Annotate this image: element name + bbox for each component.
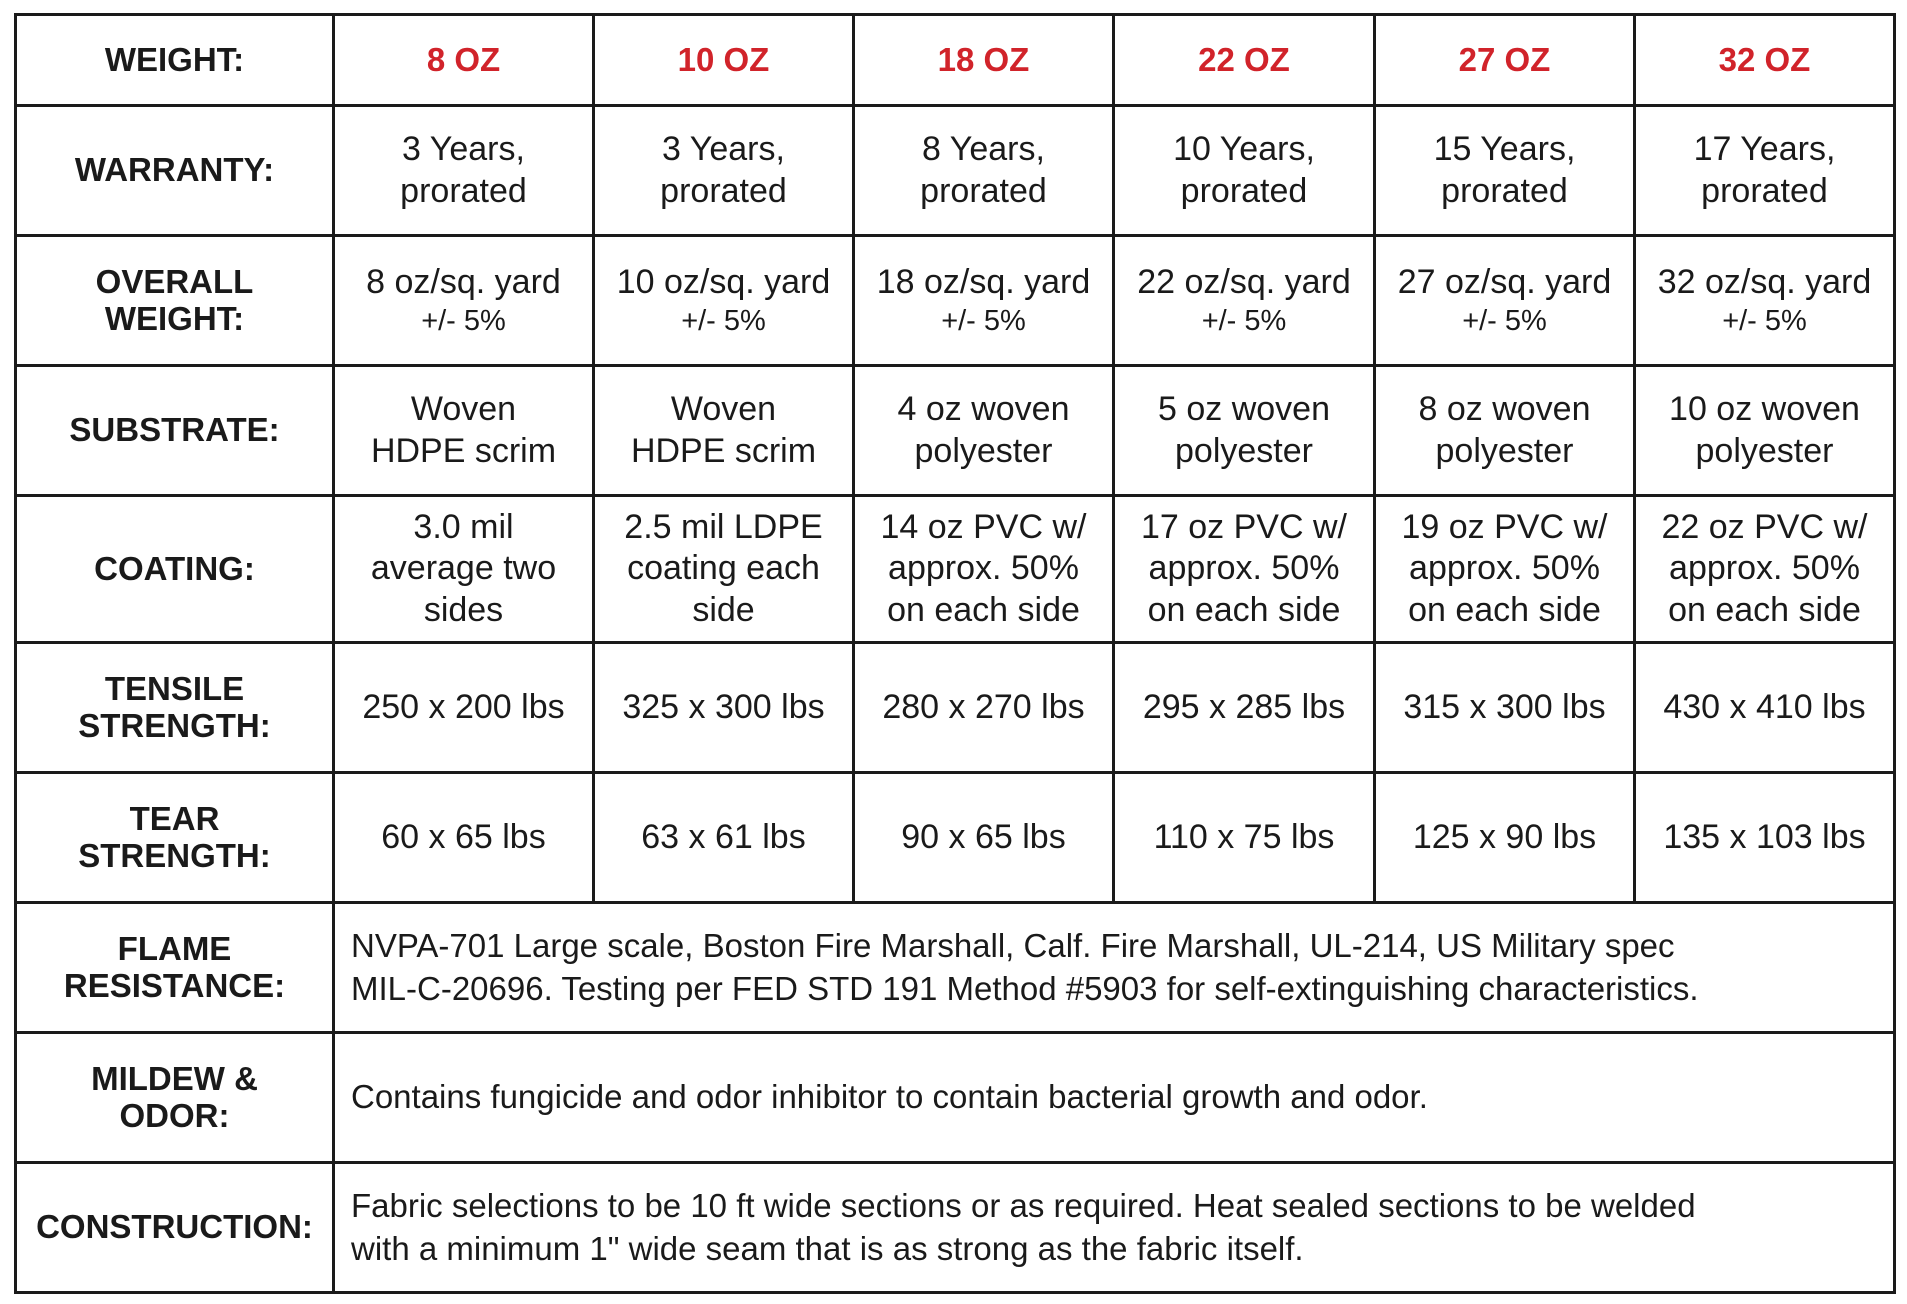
row-label bbox=[16, 496, 334, 643]
row-label-line: ODOR: bbox=[119, 1096, 230, 1134]
cell-line: 22 oz PVC w/ bbox=[1661, 507, 1868, 546]
tear-strength-row bbox=[16, 773, 1895, 903]
cell-line: 22 oz/sq. yard bbox=[1137, 262, 1351, 301]
table-cell bbox=[1375, 366, 1635, 496]
table-cell bbox=[1375, 106, 1635, 236]
cell-line: 4 oz woven bbox=[897, 390, 1070, 429]
table-cell: 295 x 285 lbs bbox=[1114, 643, 1375, 773]
row-label bbox=[16, 106, 334, 236]
cell-line: polyester bbox=[1435, 431, 1574, 470]
column-header-32oz: 32 OZ bbox=[1635, 15, 1895, 106]
table-cell bbox=[594, 366, 854, 496]
text-line: MIL-C-20696. Testing per FED STD 191 Method #5903 for self-extinguishing characteristics. bbox=[351, 969, 1699, 1007]
table-cell bbox=[1635, 366, 1895, 496]
coating-row bbox=[16, 496, 1895, 643]
table-cell: 135 x 103 lbs bbox=[1635, 773, 1895, 903]
row-label-line: CONSTRUCTION: bbox=[36, 1208, 313, 1246]
row-label-line: FLAME bbox=[117, 929, 232, 967]
table-cell bbox=[334, 496, 594, 643]
cell-line: approx. 50% bbox=[1148, 549, 1340, 588]
text-line: with a minimum 1" wide seam that is as strong as the fabric itself. bbox=[351, 1229, 1304, 1267]
table-cell bbox=[1375, 236, 1635, 366]
row-label bbox=[16, 366, 334, 496]
row-label-line: TEAR bbox=[129, 799, 220, 837]
table-cell: 280 x 270 lbs bbox=[854, 643, 1114, 773]
table-cell bbox=[334, 366, 594, 496]
row-label-line: STRENGTH: bbox=[78, 706, 271, 744]
cell-line: polyester bbox=[1175, 431, 1313, 470]
table-cell: 250 x 200 lbs bbox=[334, 643, 594, 773]
table-cell bbox=[594, 236, 854, 366]
column-header-18oz: 18 OZ bbox=[854, 15, 1114, 106]
cell-line: 8 Years, bbox=[922, 130, 1045, 169]
flame-resistance-text bbox=[334, 903, 1895, 1033]
header-row bbox=[16, 15, 1895, 106]
table-cell bbox=[1114, 366, 1375, 496]
cell-line: prorated bbox=[400, 171, 527, 210]
row-label bbox=[16, 643, 334, 773]
table-cell bbox=[594, 496, 854, 643]
cell-line: 14 oz PVC w/ bbox=[880, 507, 1087, 546]
cell-line: 10 oz woven bbox=[1669, 390, 1860, 429]
text-line: NVPA-701 Large scale, Boston Fire Marshall, Calf. Fire Marshall, UL-214, US Military spec bbox=[351, 927, 1675, 965]
table-cell bbox=[1114, 496, 1375, 643]
cell-line: 17 oz PVC w/ bbox=[1141, 507, 1347, 546]
column-header-8oz: 8 OZ bbox=[334, 15, 594, 106]
cell-line: prorated bbox=[660, 171, 787, 210]
cell-line: sides bbox=[423, 590, 504, 629]
table-cell: 63 x 61 lbs bbox=[594, 773, 854, 903]
cell-line: 8 oz/sq. yard bbox=[366, 262, 561, 301]
column-header-27oz: 27 OZ bbox=[1375, 15, 1635, 106]
cell-line: 2.5 mil LDPE bbox=[624, 507, 823, 546]
cell-line: 32 oz/sq. yard bbox=[1657, 262, 1872, 301]
cell-tolerance: +/- 5% bbox=[1201, 305, 1287, 338]
cell-line: prorated bbox=[920, 171, 1047, 210]
substrate-row bbox=[16, 366, 1895, 496]
row-label bbox=[16, 1033, 334, 1163]
cell-line: on each side bbox=[1668, 590, 1861, 629]
construction-row bbox=[16, 1163, 1895, 1293]
table-cell bbox=[1114, 106, 1375, 236]
row-label bbox=[16, 773, 334, 903]
cell-line: 15 Years, bbox=[1433, 130, 1576, 169]
row-label-line: WEIGHT: bbox=[104, 299, 245, 337]
text-line: Contains fungicide and odor inhibitor to contain bacterial growth and odor. bbox=[351, 1078, 1428, 1116]
cell-tolerance: +/- 5% bbox=[1722, 305, 1807, 338]
cell-line: Woven bbox=[670, 390, 777, 429]
table-cell: 110 x 75 lbs bbox=[1114, 773, 1375, 903]
cell-line: HDPE scrim bbox=[370, 431, 557, 470]
cell-line: 8 oz woven bbox=[1418, 390, 1591, 429]
row-label bbox=[16, 1163, 334, 1293]
table-cell bbox=[1114, 236, 1375, 366]
table-cell bbox=[854, 366, 1114, 496]
cell-line: 10 Years, bbox=[1173, 130, 1315, 169]
cell-line: 10 oz/sq. yard bbox=[616, 262, 831, 301]
cell-line: polyester bbox=[914, 431, 1053, 470]
table-cell: 315 x 300 lbs bbox=[1375, 643, 1635, 773]
column-header-22oz: 22 OZ bbox=[1114, 15, 1375, 106]
cell-line: on each side bbox=[1408, 590, 1601, 629]
table-cell: 90 x 65 lbs bbox=[854, 773, 1114, 903]
spec-table-container bbox=[14, 13, 1893, 1291]
row-label-line: RESISTANCE: bbox=[63, 966, 286, 1004]
cell-line: prorated bbox=[1180, 171, 1308, 210]
cell-line: coating each bbox=[627, 549, 820, 588]
table-cell bbox=[1635, 236, 1895, 366]
table-cell: 60 x 65 lbs bbox=[334, 773, 594, 903]
cell-line: 18 oz/sq. yard bbox=[876, 262, 1091, 301]
cell-tolerance: +/- 5% bbox=[941, 305, 1026, 338]
table-cell bbox=[854, 496, 1114, 643]
table-cell: 325 x 300 lbs bbox=[594, 643, 854, 773]
cell-line: approx. 50% bbox=[1669, 549, 1860, 588]
row-label bbox=[16, 236, 334, 366]
row-label-line: STRENGTH: bbox=[78, 836, 271, 874]
row-label-line: OVERALL bbox=[95, 262, 254, 300]
cell-line: polyester bbox=[1695, 431, 1834, 470]
cell-line: 3 Years, bbox=[402, 130, 525, 169]
table-cell bbox=[854, 106, 1114, 236]
cell-line: approx. 50% bbox=[1409, 549, 1600, 588]
table-cell bbox=[594, 106, 854, 236]
text-line: Fabric selections to be 10 ft wide sections or as required. Heat sealed sections to be welded bbox=[351, 1187, 1696, 1225]
cell-line: approx. 50% bbox=[888, 549, 1079, 588]
table-cell bbox=[334, 106, 594, 236]
cell-line: on each side bbox=[887, 590, 1080, 629]
cell-line: 3.0 mil bbox=[413, 507, 514, 546]
row-label-line: COATING: bbox=[94, 549, 255, 587]
cell-line: average two bbox=[370, 549, 557, 588]
cell-line: Woven bbox=[410, 390, 517, 429]
cell-line: 17 Years, bbox=[1693, 130, 1836, 169]
row-label-line: WARRANTY: bbox=[74, 151, 275, 189]
overall-weight-row bbox=[16, 236, 1895, 366]
table-cell: 430 x 410 lbs bbox=[1635, 643, 1895, 773]
table-cell bbox=[334, 236, 594, 366]
table-cell: 125 x 90 lbs bbox=[1375, 773, 1635, 903]
table-cell bbox=[1635, 496, 1895, 643]
row-label-line: MILDEW & bbox=[91, 1059, 258, 1097]
cell-line: HDPE scrim bbox=[630, 431, 817, 470]
table-cell bbox=[1375, 496, 1635, 643]
cell-tolerance: +/- 5% bbox=[421, 305, 506, 338]
warranty-row bbox=[16, 106, 1895, 236]
cell-line: 5 oz woven bbox=[1158, 390, 1330, 429]
column-header-10oz: 10 OZ bbox=[594, 15, 854, 106]
fabric-spec-table bbox=[14, 13, 1896, 1294]
row-label-line: SUBSTRATE: bbox=[69, 411, 280, 449]
weight-label: WEIGHT: bbox=[16, 15, 334, 106]
tensile-strength-row bbox=[16, 643, 1895, 773]
cell-tolerance: +/- 5% bbox=[681, 305, 766, 338]
flame-resistance-row bbox=[16, 903, 1895, 1033]
table-cell bbox=[1635, 106, 1895, 236]
cell-line: 19 oz PVC w/ bbox=[1401, 507, 1608, 546]
cell-line: prorated bbox=[1441, 171, 1568, 210]
cell-line: 3 Years, bbox=[662, 130, 785, 169]
row-label bbox=[16, 903, 334, 1033]
construction-text bbox=[334, 1163, 1895, 1293]
cell-line: side bbox=[692, 590, 755, 629]
cell-line: 27 oz/sq. yard bbox=[1397, 262, 1612, 301]
mildew-odor-text bbox=[334, 1033, 1895, 1163]
mildew-odor-row bbox=[16, 1033, 1895, 1163]
table-cell bbox=[854, 236, 1114, 366]
row-label-line: TENSILE bbox=[104, 669, 245, 707]
cell-line: prorated bbox=[1701, 171, 1828, 210]
cell-line: on each side bbox=[1147, 590, 1341, 629]
cell-tolerance: +/- 5% bbox=[1462, 305, 1547, 338]
